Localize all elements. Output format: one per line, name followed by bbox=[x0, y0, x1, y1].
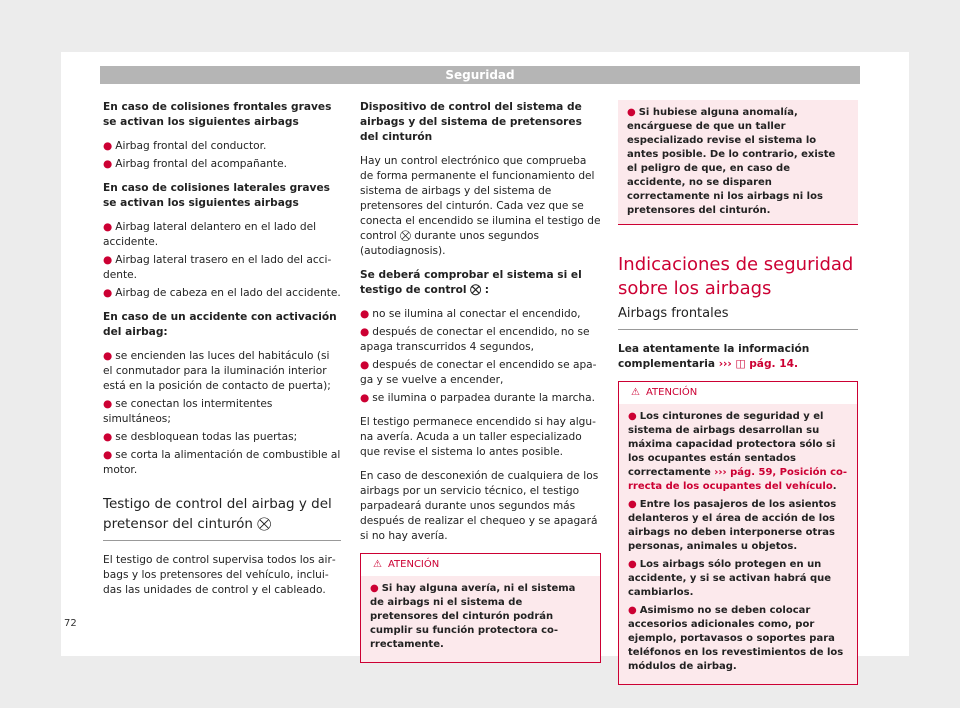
list-check bbox=[360, 307, 601, 406]
info-reference: Lea atentamente la información complementaria ››› ◫ pág. 14. bbox=[618, 343, 810, 370]
section-title-warning-light: Testigo de control del airbag y del pretensor del cinturón ⛒ bbox=[103, 496, 332, 532]
bullet-icon: ● bbox=[627, 107, 636, 118]
bullet-icon: ● bbox=[628, 499, 637, 510]
bullet-icon: ● bbox=[103, 140, 113, 152]
paragraph: Hay un control electrónico que comprueba de forma permanente el funcionamiento del sistema de airbags y del sistema de pretensores del cinturón. Cada vez que se conecta el encendido se ilumina el testigo de control ⛒ durante unos segundos (autodiagnosis). bbox=[360, 155, 601, 257]
bullet-icon: ● bbox=[103, 158, 113, 170]
bullet-icon: ● bbox=[103, 350, 113, 362]
list-item: ● Airbag lateral trasero en el lado del accidente. bbox=[103, 254, 332, 281]
list-item: ● Entre los pasajeros de los asientos delanteros y el área de acción de los airbags no deben interponerse otras personas, animales u objetos. bbox=[628, 499, 837, 552]
bullet-icon: ● bbox=[103, 449, 113, 461]
divider bbox=[103, 540, 341, 541]
column-3 bbox=[618, 100, 858, 685]
airbag-warning-icon: ⛒ bbox=[470, 284, 482, 296]
warning-box bbox=[360, 553, 601, 663]
airbag-warning-icon: ⛒ bbox=[400, 230, 411, 242]
bullet-icon: ● bbox=[360, 359, 370, 371]
bullet-icon: ● bbox=[103, 221, 113, 233]
bullet-icon: ● bbox=[103, 287, 113, 299]
bullet-icon: ● bbox=[103, 398, 113, 410]
bullet-icon: ● bbox=[628, 605, 637, 616]
list-lateral bbox=[103, 220, 341, 301]
list-item: ● Airbag frontal del acompañante. bbox=[103, 158, 287, 170]
column-2 bbox=[360, 100, 601, 663]
list-item: ● Los airbags sólo protegen en un accidente, y si se activan habrá que cambiarlos. bbox=[628, 559, 832, 598]
list-item: ● se corta la alimentación de combustible al motor. bbox=[103, 449, 341, 476]
bullet-icon: ● bbox=[628, 559, 637, 570]
bullet-icon: ● bbox=[103, 254, 113, 266]
airbag-warning-icon: ⛒ bbox=[257, 516, 272, 532]
page-header: Seguridad bbox=[100, 66, 860, 84]
page-link[interactable]: pág. 59, Posición correcta de los ocupantes del vehículo bbox=[628, 467, 848, 492]
list-item: ● Si hay alguna avería, ni el sistema de airbags ni el sistema de pretensores del cinturón podrán cumplir su función protectora correctamente. bbox=[370, 583, 576, 650]
bullet-icon: ● bbox=[360, 308, 370, 320]
paragraph: El testigo de control supervisa todos los airbags y los pretensores del vehículo, incluidas las unidades de control y el cableado. bbox=[103, 554, 336, 596]
subsection-title-frontal-airbags: Airbags frontales bbox=[618, 306, 729, 321]
warning-icon: ⚠ bbox=[631, 387, 640, 398]
book-icon: ◫ bbox=[735, 358, 746, 370]
list-item: ● se encienden las luces del habitáculo (si el conmutador para la iluminación interior está en la posición de contacto de puerta); bbox=[103, 350, 331, 392]
list-accident bbox=[103, 349, 341, 478]
list-item: ● se conectan los intermitentes simultáneos; bbox=[103, 398, 273, 425]
list-item: ● Airbag lateral delantero en el lado del accidente. bbox=[103, 221, 317, 248]
warning-box bbox=[618, 381, 858, 685]
warning-header: ⚠ ATENCIÓN bbox=[361, 554, 600, 576]
warning-header: ⚠ ATENCIÓN bbox=[619, 382, 857, 404]
bullet-icon: ● bbox=[360, 392, 370, 404]
page-link[interactable]: pág. 14. bbox=[749, 358, 799, 370]
list-item: ● Asimismo no se deben colocar accesorios adicionales como, por ejemplo, portavasos o soportes para teléfonos en los revestimientos de los módulos de airbag. bbox=[628, 605, 844, 672]
paragraph: El testigo permanece encendido si hay alguna avería. Acuda a un taller especializado que revise el sistema lo antes posible. bbox=[360, 416, 596, 458]
list-item: ● Los cinturones de seguridad y el sistema de airbags desarrollan su máxima capacidad protectora sólo si los ocupantes están sentados correctamente ››› pág. 59, Posición correcta de los ocupantes del vehículo. bbox=[628, 411, 848, 492]
heading-accident: En caso de un accidente con activación del airbag: bbox=[103, 311, 337, 338]
list-item: ● se ilumina o parpadea durante la marcha. bbox=[360, 392, 596, 404]
list-item: ● después de conectar el encendido se apaga y se vuelve a encender, bbox=[360, 359, 597, 386]
list-item: ● Airbag frontal del conductor. bbox=[103, 140, 267, 152]
list-item: ● se desbloquean todas las puertas; bbox=[103, 431, 298, 443]
bullet-icon: ● bbox=[370, 583, 379, 594]
warning-body bbox=[619, 404, 857, 684]
paragraph: En caso de desconexión de cualquiera de los airbags por un servicio técnico, el testigo parpadeará durante unos segundos más después de realizar el chequeo y se apagará si no hay avería. bbox=[360, 470, 599, 542]
bullet-icon: ● bbox=[628, 411, 637, 422]
heading-control-device: Dispositivo de control del sistema de airbags y del sistema de pretensores del cinturón bbox=[360, 101, 582, 143]
heading-check-system: Se deberá comprobar el sistema si el testigo de control ⛒ : bbox=[360, 269, 582, 296]
warning-icon: ⚠ bbox=[373, 559, 382, 570]
bullet-icon: ● bbox=[360, 326, 370, 338]
column-1 bbox=[103, 100, 341, 607]
bullet-icon: ● bbox=[103, 431, 113, 443]
section-title-airbag-safety: Indicaciones de seguridad sobre los airbags bbox=[618, 254, 854, 299]
heading-lateral: En caso de colisiones laterales graves se activan los siguientes airbags bbox=[103, 182, 330, 209]
list-item: ● no se ilumina al conectar el encendido, bbox=[360, 308, 581, 320]
list-frontal bbox=[103, 139, 341, 172]
warning-body bbox=[361, 576, 600, 662]
heading-frontal: En caso de colisiones frontales graves se activan los siguientes airbags bbox=[103, 101, 332, 128]
list-item: ● después de conectar el encendido, no se apaga transcurridos 4 segundos, bbox=[360, 326, 590, 353]
divider bbox=[618, 329, 858, 330]
page-number: 72 bbox=[64, 618, 77, 629]
list-item: ● Airbag de cabeza en el lado del accidente. bbox=[103, 287, 341, 299]
warning-continuation: ● Si hubiese alguna anomalía, encárguese de que un taller especializado revise el sistema lo antes posible. De lo contrario, existe el peligro de que, en caso de accidente, no se disparen correctamente ni los airbags ni los pretensores del cinturón. bbox=[618, 100, 858, 225]
